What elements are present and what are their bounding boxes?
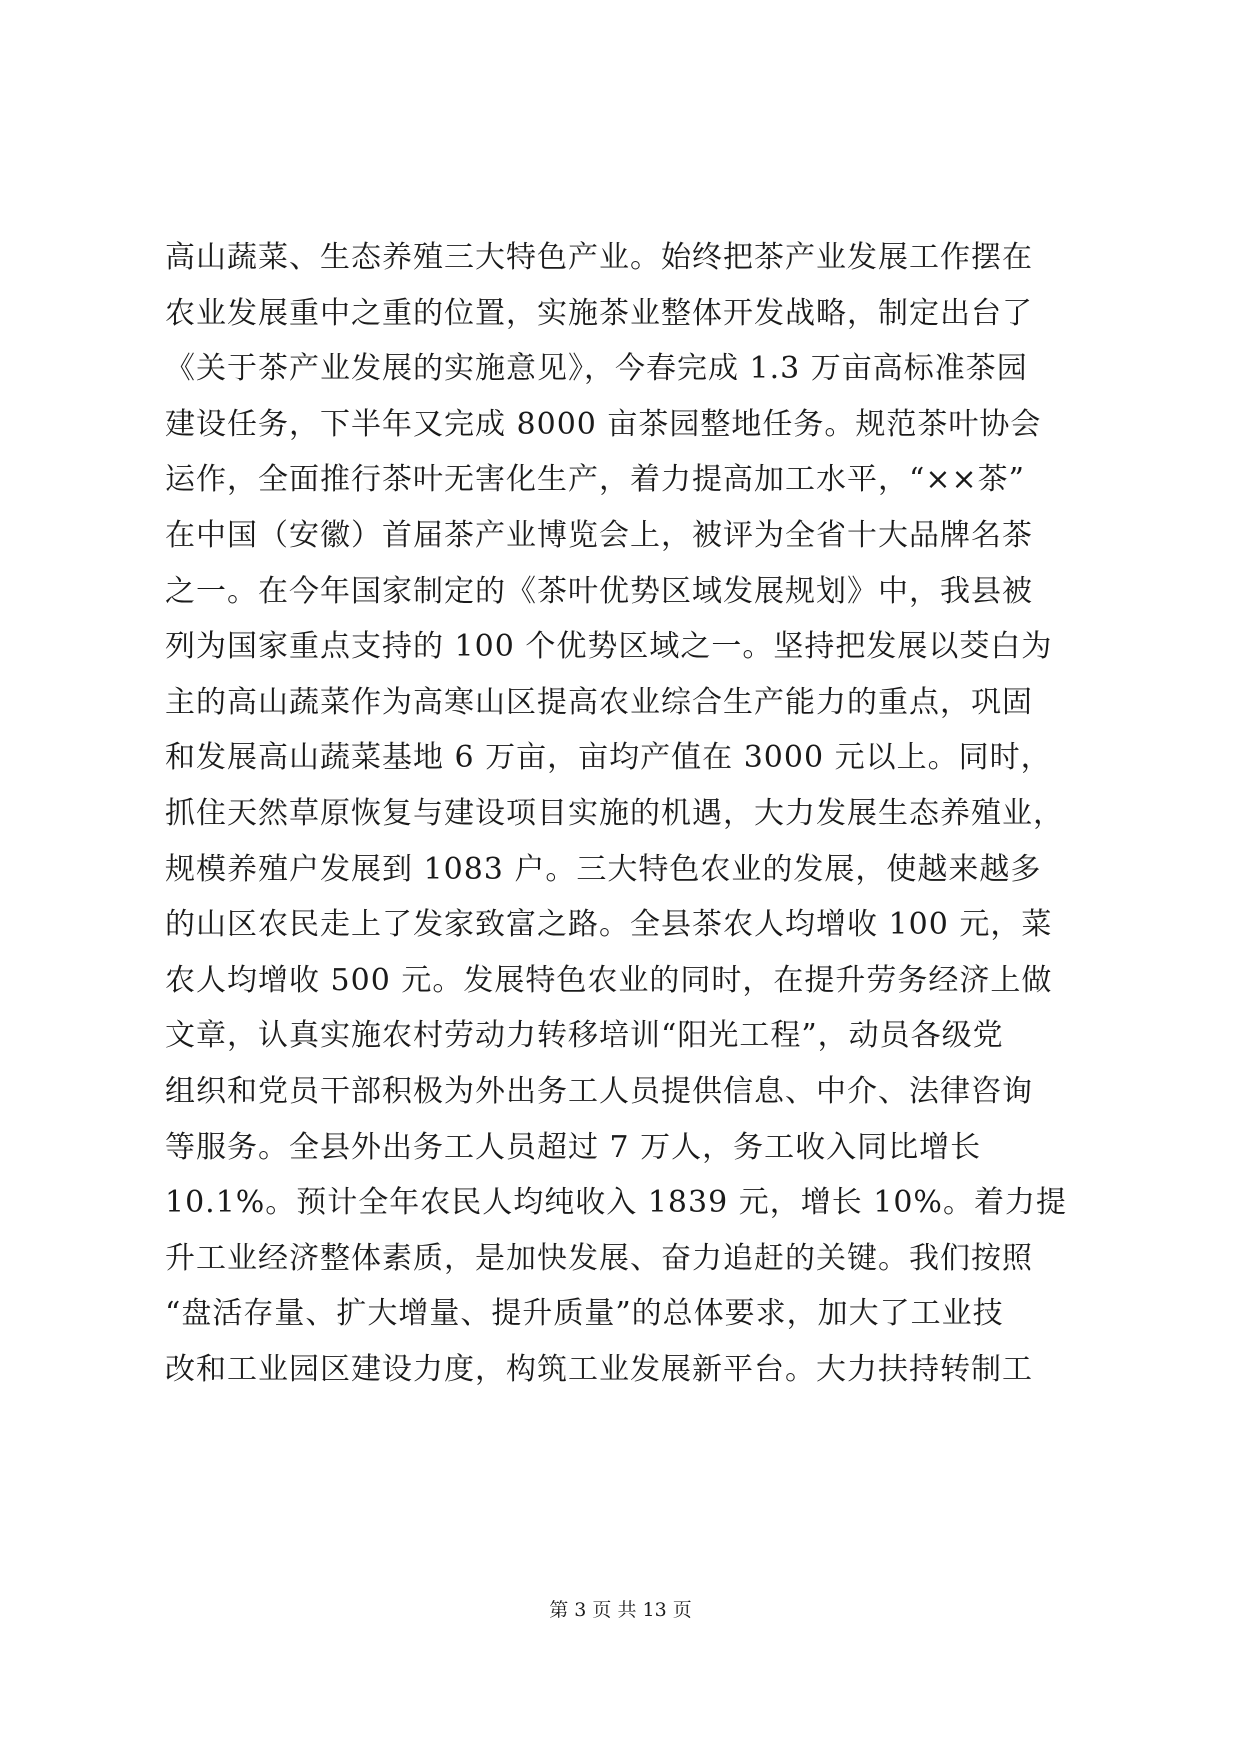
body-text	[165, 230, 1085, 1397]
text-line: 的山区农民走上了发家致富之路。全县茶农人均增收 100 元，菜	[165, 907, 1053, 943]
text-line: 抓住天然草原恢复与建设项目实施的机遇，大力发展生态养殖业，	[165, 795, 1064, 831]
text-line: 运作，全面推行茶叶无害化生产，着力提高加工水平，“××茶”	[165, 462, 1025, 498]
text-line: 列为国家重点支持的 100 个优势区域之一。坚持把发展以茭白为	[165, 629, 1053, 665]
text-line: 在中国（安徽）首届茶产业博览会上，被评为全省十大品牌名茶	[165, 517, 1033, 553]
text-line: “盘活存量、扩大增量、提升质量”的总体要求，加大了工业技	[165, 1296, 1004, 1332]
text-line: 农业发展重中之重的位置，实施茶业整体开发战略，制定出台了	[165, 295, 1033, 331]
text-line: 高山蔬菜、生态养殖三大特色产业。始终把茶产业发展工作摆在	[165, 240, 1033, 275]
text-line: 规模养殖户发展到 1083 户。三大特色农业的发展，使越来越多	[165, 851, 1042, 887]
text-line: 和发展高山蔬菜基地 6 万亩，亩均产值在 3000 元以上。同时，	[165, 740, 1052, 776]
text-line: 建设任务，下半年又完成 8000 亩茶园整地任务。规范茶叶协会	[165, 406, 1042, 442]
text-line: 之一。在今年国家制定的《茶叶优势区域发展规划》中，我县被	[165, 573, 1033, 609]
text-line: 10.1%。预计全年农民人均纯收入 1839 元，增长 10%。着力提	[165, 1185, 1067, 1221]
text-line: 主的高山蔬菜作为高寒山区提高农业综合生产能力的重点，巩固	[165, 684, 1033, 720]
text-line: 《关于茶产业发展的实施意见》，今春完成 1.3 万亩高标准茶园	[165, 351, 1028, 387]
text-line: 改和工业园区建设力度，构筑工业发展新平台。大力扶持转制工	[165, 1351, 1033, 1387]
text-line: 等服务。全县外出务工人员超过 7 万人，务工收入同比增长	[165, 1129, 982, 1165]
text-line: 组织和党员干部积极为外出务工人员提供信息、中介、法律咨询	[165, 1073, 1033, 1109]
text-line: 农人均增收 500 元。发展特色农业的同时，在提升劳务经济上做	[165, 962, 1053, 998]
page-footer: 第 3 页 共 13 页	[549, 1599, 692, 1621]
text-line: 升工业经济整体素质，是加快发展、奋力追赶的关键。我们按照	[165, 1240, 1033, 1276]
text-line: 文章，认真实施农村劳动力转移培训“阳光工程”，动员各级党	[165, 1018, 1004, 1054]
